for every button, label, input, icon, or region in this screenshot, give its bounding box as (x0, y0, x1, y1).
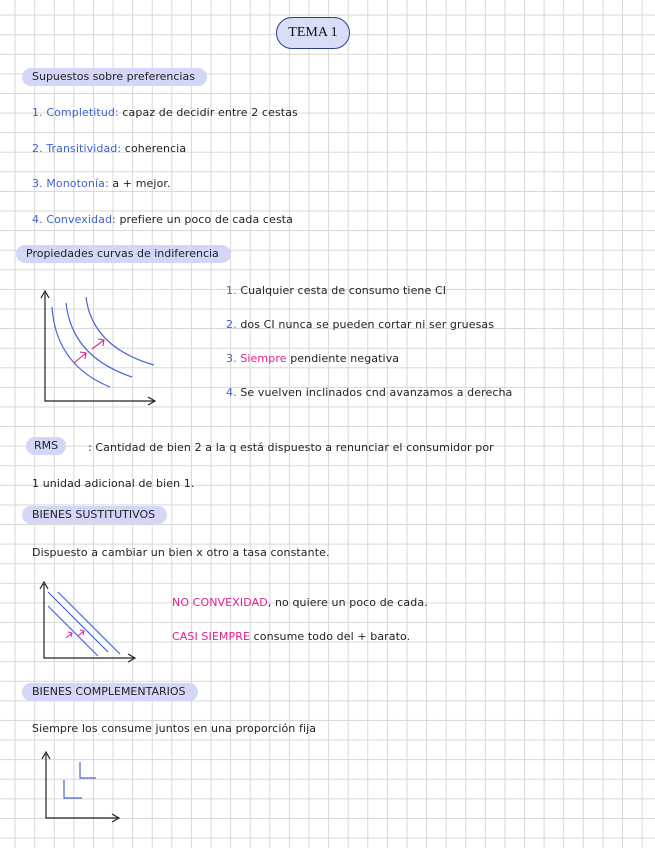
note-highlight: NO CONVEXIDAD (172, 596, 268, 609)
substitutes-graph (36, 578, 146, 668)
list-item (226, 284, 446, 297)
graph-axes (45, 293, 154, 401)
item-desc: capaz de decidir entre 2 cestas (122, 106, 298, 119)
item-number: 2. (32, 142, 43, 155)
item-text: dos CI nunca se pueden cortar ni ser gruesas (240, 318, 495, 331)
note-text: , no quiere un poco de cada. (267, 596, 428, 609)
preference-arrow (78, 630, 84, 636)
preference-arrow (74, 352, 86, 363)
preference-arrow (66, 632, 72, 638)
rms-label: RMS (26, 437, 66, 455)
section-heading-complementarios: BIENES COMPLEMENTARIOS (22, 683, 198, 701)
indifference-curve (66, 303, 132, 377)
item-desc: prefiere un poco de cada cesta (119, 213, 294, 226)
list-item (226, 352, 399, 365)
sustitutivos-desc: Dispuesto a cambiar un bien x otro a tasa constante. (32, 546, 330, 559)
item-term: Transitividad: (46, 142, 122, 155)
item-number: 4. (32, 213, 43, 226)
list-item (32, 142, 186, 155)
note-text: consume todo del + barato. (253, 630, 411, 643)
list-item (32, 177, 171, 190)
indifference-curves-graph (30, 285, 170, 410)
item-number: 1. (32, 106, 43, 119)
list-item (226, 318, 494, 331)
item-desc: coherencia (124, 142, 187, 155)
item-number: 3. (32, 177, 43, 190)
item-term: Completitud: (46, 106, 119, 119)
substitute-line (48, 592, 108, 652)
list-item (226, 386, 512, 399)
section-heading-sustitutivos: BIENES SUSTITUTIVOS (22, 506, 167, 524)
section-heading-supuestos: Supuestos sobre preferencias (22, 68, 207, 86)
item-term: Convexidad: (46, 213, 116, 226)
note-highlight: CASI SIEMPRE (172, 630, 251, 643)
complements-graph (38, 748, 138, 828)
item-desc: a + mejor. (112, 177, 171, 190)
sustitutivos-note (172, 596, 428, 609)
complement-curve (64, 780, 82, 798)
indifference-curve (52, 307, 110, 387)
item-number: 1. (226, 284, 237, 297)
complementarios-desc: Siempre los consume juntos en una proporción fija (32, 722, 317, 735)
page-title: TEMA 1 (276, 17, 350, 49)
item-highlight: Siempre (240, 352, 287, 365)
section-heading-propiedades: Propiedades curvas de indiferencia (16, 245, 231, 263)
list-item (32, 213, 293, 226)
complement-curve (80, 762, 96, 778)
rms-definition-cont: 1 unidad adicional de bien 1. (32, 477, 195, 490)
preference-arrow (92, 339, 104, 349)
list-item (32, 106, 298, 119)
item-text: Se vuelven inclinados cnd avanzamos a derecha (240, 386, 513, 399)
substitute-line (58, 592, 120, 654)
indifference-curve (86, 297, 154, 365)
rms-definition: : Cantidad de bien 2 a la q está dispuesto a renunciar el consumidor por (88, 441, 494, 454)
item-number: 3. (226, 352, 237, 365)
item-text: Cualquier cesta de consumo tiene CI (240, 284, 447, 297)
item-term: Monotonía: (46, 177, 109, 190)
substitute-line (48, 606, 98, 656)
item-number: 2. (226, 318, 237, 331)
graph-axes (46, 754, 118, 818)
item-number: 4. (226, 386, 237, 399)
sustitutivos-note (172, 630, 410, 643)
item-text: pendiente negativa (290, 352, 400, 365)
